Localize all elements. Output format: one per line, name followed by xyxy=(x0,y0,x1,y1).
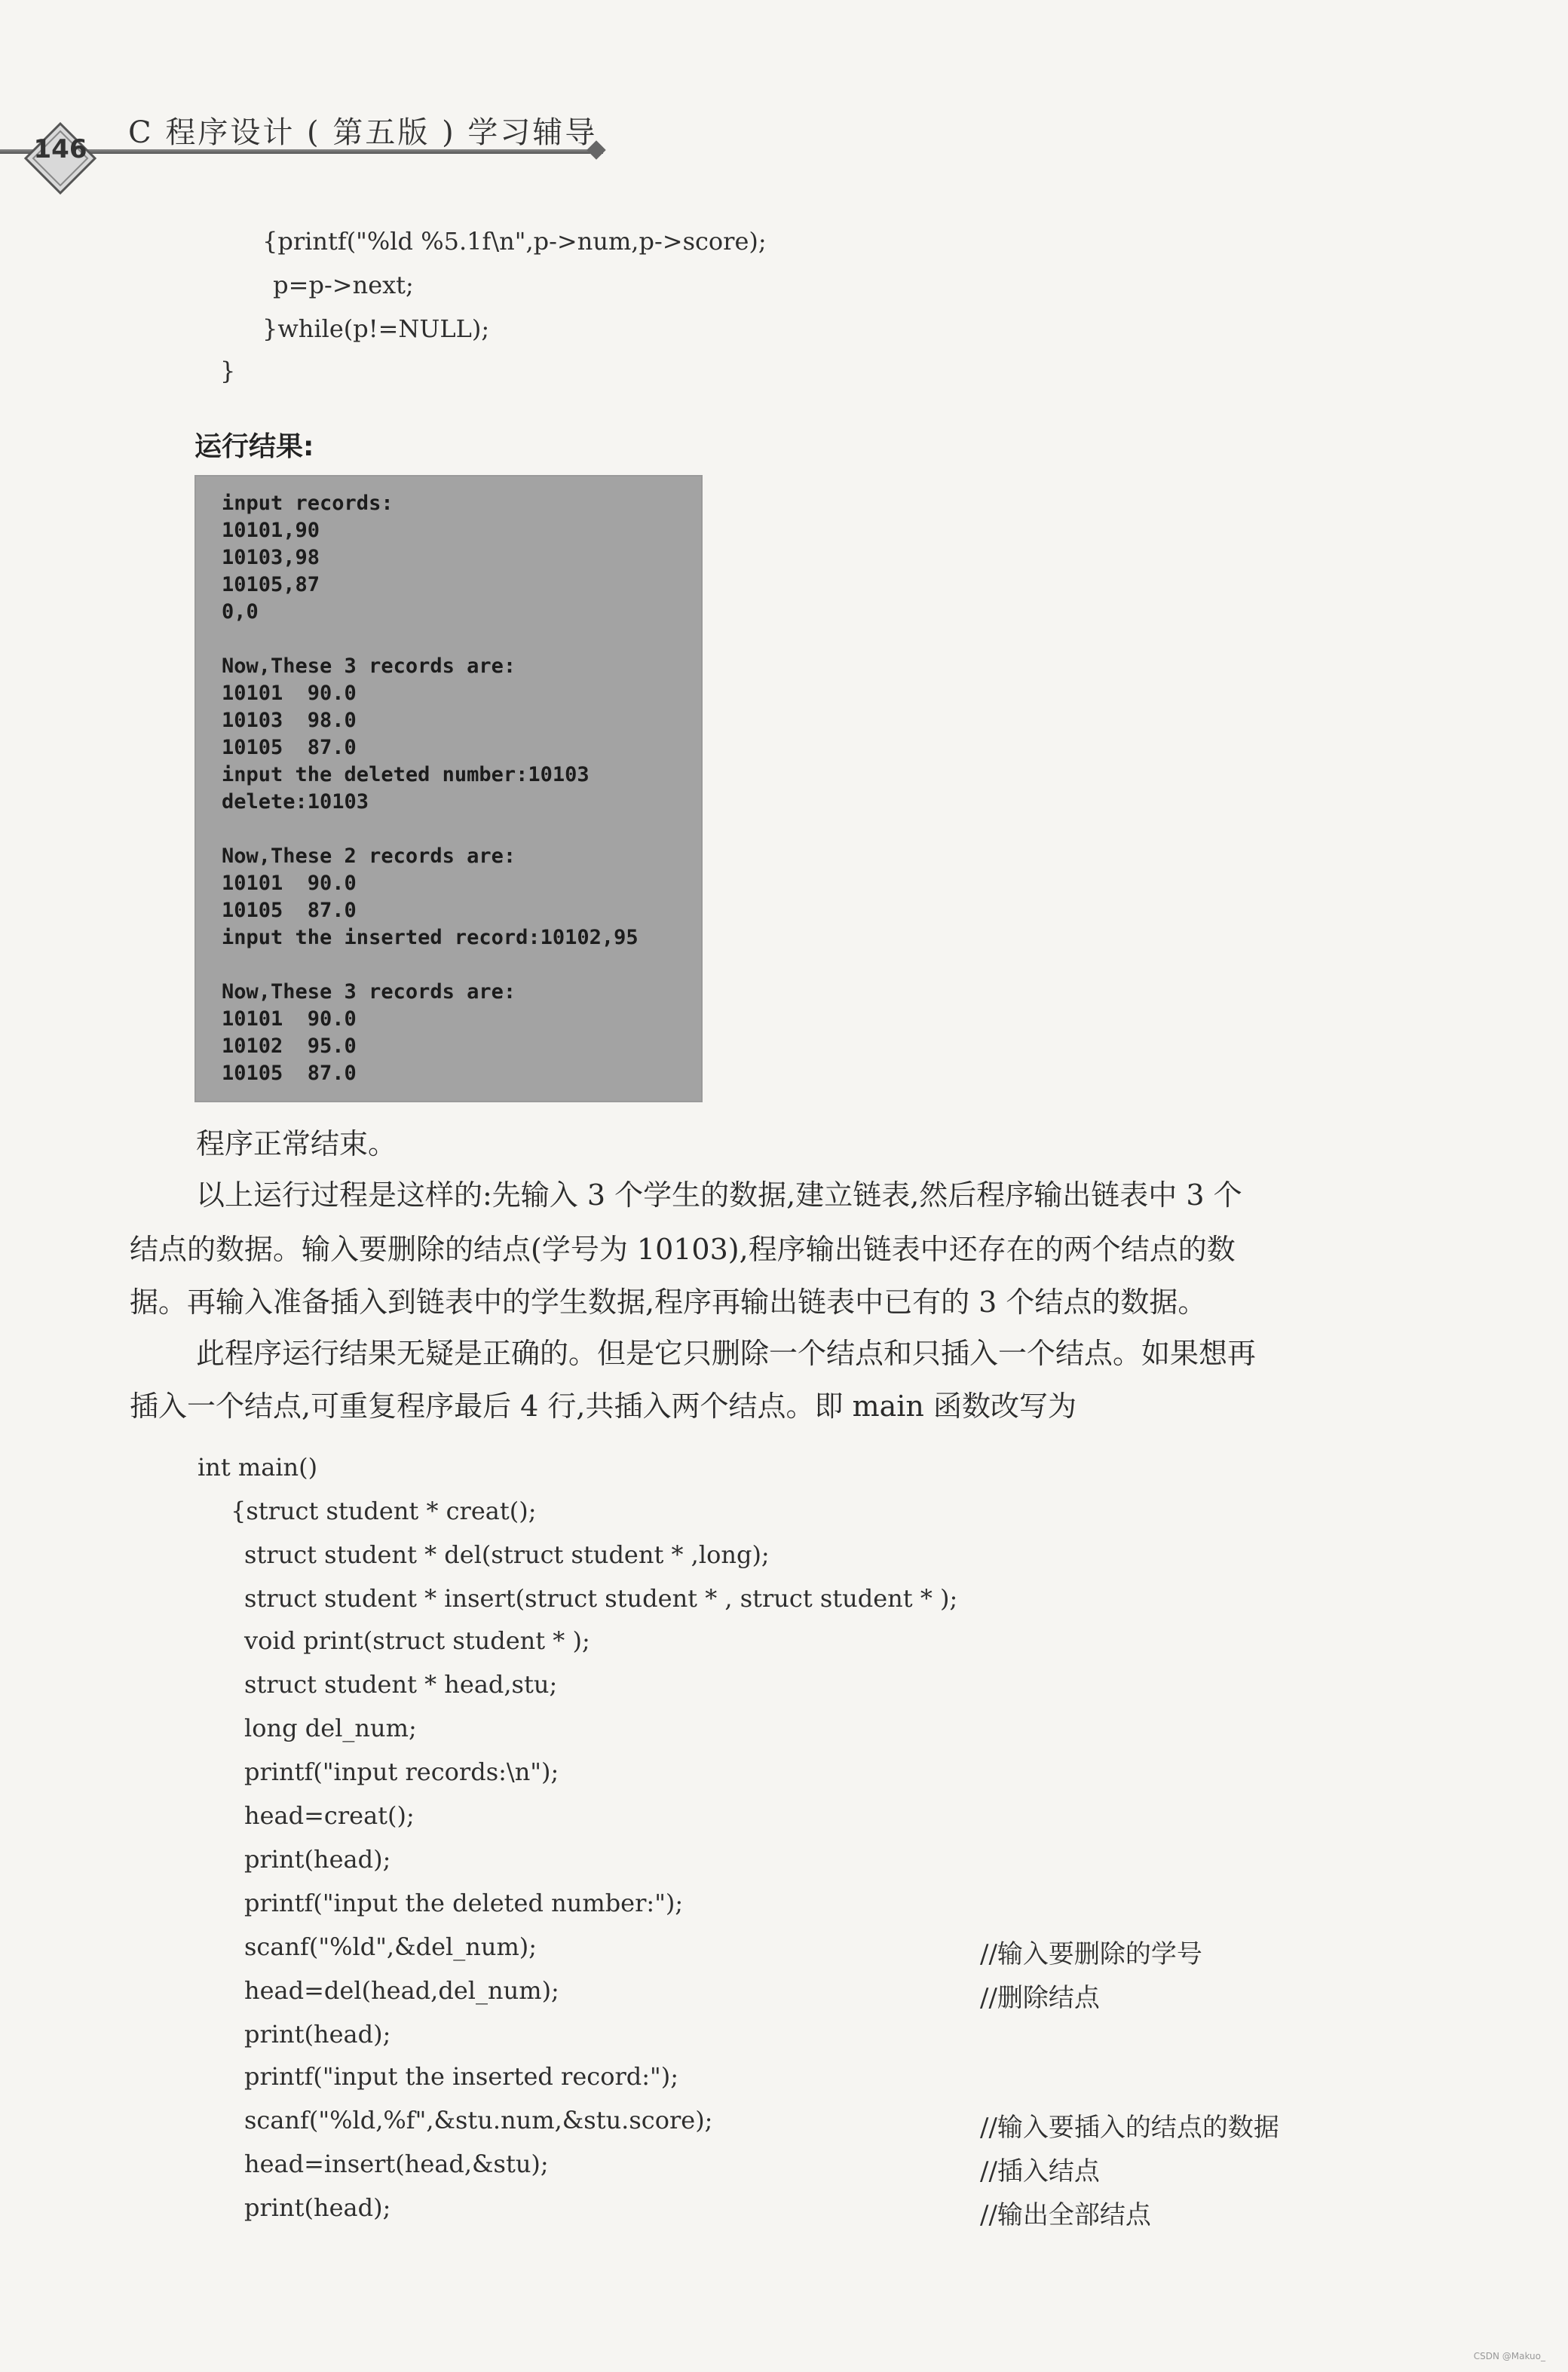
terminal-line: input records: xyxy=(222,492,394,515)
page-number: 146 xyxy=(33,134,87,164)
code-line: long del_num; xyxy=(244,1714,417,1742)
terminal-line: input the deleted number:10103 xyxy=(222,763,590,786)
code-comment: //删除结点 xyxy=(980,1983,1100,2013)
code-line: scanf("%ld,%f",&stu.num,&stu.score); xyxy=(244,2106,713,2134)
code-line: struct student * head,stu; xyxy=(244,1670,558,1699)
terminal-line: 0,0 xyxy=(222,600,259,624)
code-line: head=del(head,del_num); xyxy=(244,1976,559,2005)
code-comment: //输出全部结点 xyxy=(980,2200,1151,2230)
terminal-line: 10103 98.0 xyxy=(222,709,357,732)
code-comment: //输入要插入的结点的数据 xyxy=(980,2113,1279,2143)
code-line: }while(p!=NULL); xyxy=(262,314,490,343)
paragraph-line: 结点的数据。输入要删除的结点(学号为 10103),程序输出链表中还存在的两个结点的数 xyxy=(130,1233,1236,1266)
code-line: {printf("%ld %5.1f\n",p->num,p->score); xyxy=(262,227,767,256)
terminal-line: 10101,90 xyxy=(222,519,320,542)
paragraph-line: 插入一个结点,可重复程序最后 4 行,共插入两个结点。即 main 函数改写为 xyxy=(130,1390,1076,1423)
code-line: void print(struct student * ); xyxy=(244,1626,590,1655)
terminal-line: 10105,87 xyxy=(222,573,320,596)
code-line: printf("input the deleted number:"); xyxy=(244,1889,684,1917)
terminal-line: 10101 90.0 xyxy=(222,872,357,895)
paragraph-line: 以上运行过程是这样的:先输入 3 个学生的数据,建立链表,然后程序输出链表中 3 个 xyxy=(196,1178,1242,1212)
code-line: scanf("%ld",&del_num); xyxy=(244,1932,537,1961)
terminal-line: Now,These 2 records are: xyxy=(222,844,516,868)
code-line: print(head); xyxy=(244,1845,391,1874)
terminal-line: 10105 87.0 xyxy=(222,899,357,922)
terminal-output xyxy=(194,475,703,1102)
code-line: {struct student * creat(); xyxy=(231,1497,537,1525)
paragraph-line: 此程序运行结果无疑是正确的。但是它只删除一个结点和只插入一个结点。如果想再 xyxy=(196,1337,1257,1370)
code-line: printf("input records:\n"); xyxy=(244,1758,559,1786)
terminal-line: input the inserted record:10102,95 xyxy=(222,926,639,949)
watermark: CSDN @Makuo_ xyxy=(1473,2351,1545,2361)
terminal-line: 10103,98 xyxy=(222,546,320,569)
code-line: head=creat(); xyxy=(244,1801,415,1830)
terminal-line: delete:10103 xyxy=(222,790,369,814)
code-line: struct student * del(struct student * ,long); xyxy=(244,1540,770,1569)
code-line: print(head); xyxy=(244,2193,391,2222)
normal-end-text: 程序正常结束。 xyxy=(196,1127,397,1160)
terminal-line: 10105 87.0 xyxy=(222,736,357,759)
code-line: int main() xyxy=(198,1453,318,1482)
running-header-title: C 程序设计 ( 第五版 ) 学习辅导 xyxy=(128,115,598,150)
terminal-line: 10101 90.0 xyxy=(222,682,357,705)
code-line: struct student * insert(struct student * , struct student * ); xyxy=(244,1584,958,1613)
section-title: 运行结果: xyxy=(194,431,314,462)
code-line: printf("input the inserted record:"); xyxy=(244,2062,678,2091)
code-comment: //输入要删除的学号 xyxy=(980,1939,1202,1969)
terminal-line: Now,These 3 records are: xyxy=(222,654,516,678)
code-line: p=p->next; xyxy=(265,271,414,299)
terminal-line: 10101 90.0 xyxy=(222,1007,357,1031)
code-line: head=insert(head,&stu); xyxy=(244,2150,549,2178)
paragraph-line: 据。再输入准备插入到链表中的学生数据,程序再输出链表中已有的 3 个结点的数据。 xyxy=(130,1286,1207,1319)
terminal-line: Now,These 3 records are: xyxy=(222,980,516,1004)
terminal-line: 10105 87.0 xyxy=(222,1062,357,1085)
terminal-line: 10102 95.0 xyxy=(222,1034,357,1058)
code-line: } xyxy=(220,357,236,385)
code-comment: //插入结点 xyxy=(980,2156,1100,2187)
code-line: print(head); xyxy=(244,2020,391,2049)
